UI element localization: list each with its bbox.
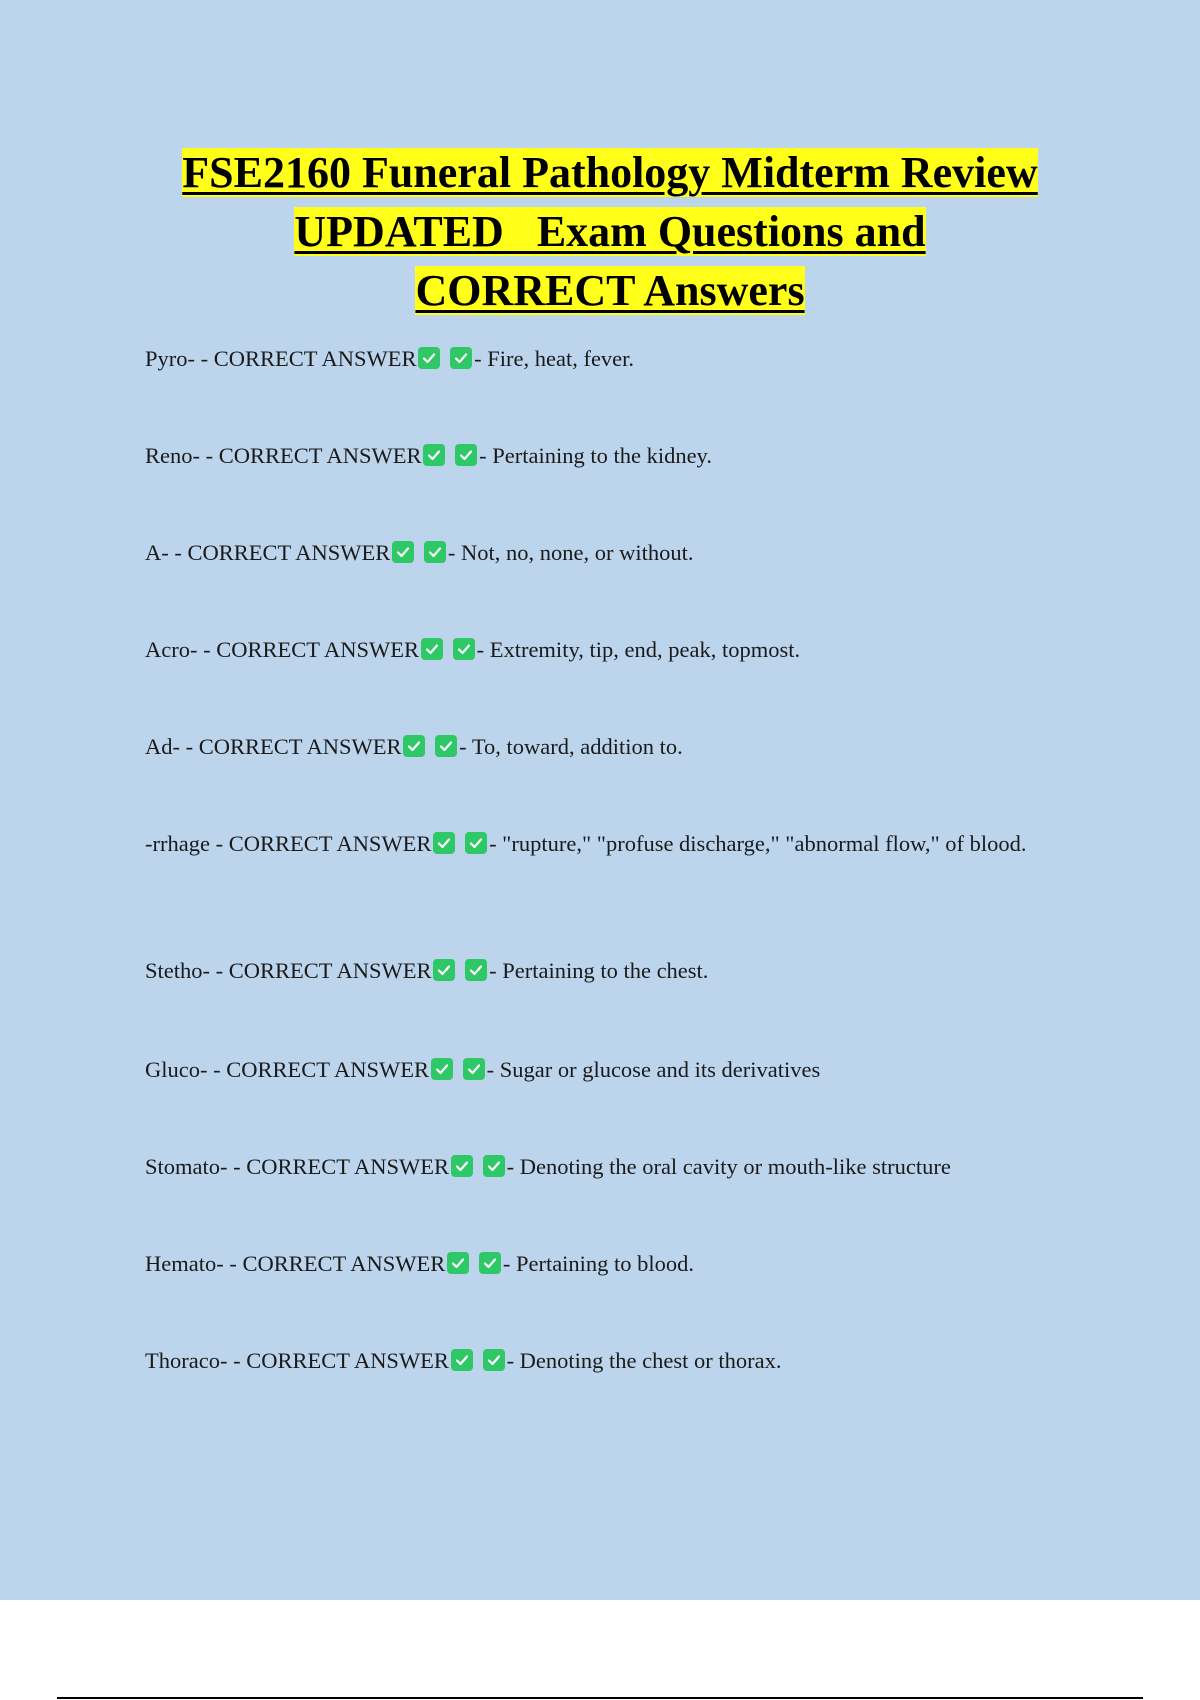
qa-item — [145, 343, 1050, 375]
correct-answer-label: - CORRECT ANSWER — [205, 443, 422, 468]
qa-item — [145, 731, 1050, 763]
qa-item — [145, 955, 1050, 987]
title-line-1 — [130, 143, 1090, 202]
check-mark-button-icon — [418, 347, 440, 369]
qa-answer: - "rupture," "profuse discharge," "abnormal flow," of blood. — [489, 831, 1027, 856]
footer-divider — [57, 1697, 1143, 1699]
qa-term: Acro- — [145, 637, 204, 662]
qa-answer: - Extremity, tip, end, peak, topmost. — [476, 637, 801, 662]
title-line-1-text: FSE2160 Funeral Pathology Midterm Review — [182, 148, 1038, 197]
correct-answer-label: - CORRECT ANSWER — [200, 346, 417, 371]
qa-answer: - Not, no, none, or without. — [447, 540, 694, 565]
check-mark-button-icon — [424, 541, 446, 563]
qa-answer: - Pertaining to the kidney. — [479, 443, 712, 468]
check-mark-button-icon — [403, 735, 425, 757]
check-mark-button-icon — [463, 1058, 485, 1080]
qa-item — [145, 634, 1050, 666]
qa-item — [145, 1345, 1050, 1377]
qa-answer: - Pertaining to blood. — [502, 1251, 695, 1276]
qa-term: Stomato- — [145, 1154, 234, 1179]
qa-item — [145, 537, 1050, 569]
check-mark-button-icon — [433, 832, 455, 854]
qa-item — [145, 1054, 1050, 1086]
check-mark-button-icon — [451, 1155, 473, 1177]
correct-answer-label: - CORRECT ANSWER — [213, 1057, 429, 1082]
check-mark-button-icon — [433, 959, 455, 981]
qa-term: A- — [145, 540, 175, 565]
document-title — [130, 143, 1090, 320]
correct-answer-label: - CORRECT ANSWER — [215, 958, 432, 983]
qa-term: Ad- — [145, 734, 186, 759]
check-mark-button-icon — [453, 638, 475, 660]
check-mark-button-icon — [421, 638, 443, 660]
correct-answer-label: - CORRECT ANSWER — [233, 1154, 449, 1179]
qa-term: -rrhage — [145, 831, 216, 856]
correct-answer-label: - CORRECT ANSWER — [185, 734, 402, 759]
title-line-3-text: CORRECT Answers — [415, 266, 805, 315]
qa-answer: - Fire, heat, fever. — [474, 346, 635, 371]
qa-item — [145, 1151, 1050, 1183]
check-mark-button-icon — [447, 1252, 469, 1274]
correct-answer-label: - CORRECT ANSWER — [233, 1348, 449, 1373]
check-mark-button-icon — [479, 1252, 501, 1274]
check-mark-button-icon — [465, 959, 487, 981]
qa-term: Hemato- — [145, 1251, 230, 1276]
check-mark-button-icon — [483, 1349, 505, 1371]
title-line-2 — [130, 202, 1090, 261]
qa-item — [145, 828, 1050, 860]
check-mark-button-icon — [392, 541, 414, 563]
qa-answer: - To, toward, addition to. — [459, 734, 683, 759]
check-mark-button-icon — [423, 444, 445, 466]
qa-answer: - Sugar or glucose and its derivatives — [486, 1057, 821, 1082]
check-mark-button-icon — [455, 444, 477, 466]
title-line-2-text: UPDATED Exam Questions and — [294, 207, 926, 256]
qa-term: Thoraco- — [145, 1348, 234, 1373]
check-mark-button-icon — [451, 1349, 473, 1371]
check-mark-button-icon — [465, 832, 487, 854]
qa-term: Reno- — [145, 443, 206, 468]
qa-item — [145, 440, 1050, 472]
check-mark-button-icon — [431, 1058, 453, 1080]
qa-item — [145, 1248, 1050, 1280]
qa-term: Pyro- — [145, 346, 201, 371]
check-mark-button-icon — [483, 1155, 505, 1177]
qa-term: Stetho- — [145, 958, 216, 983]
correct-answer-label: - CORRECT ANSWER — [203, 637, 419, 662]
correct-answer-label: - CORRECT ANSWER — [229, 1251, 446, 1276]
check-mark-button-icon — [435, 735, 457, 757]
qa-answer: - Pertaining to the chest. — [489, 958, 709, 983]
qa-answer: - Denoting the oral cavity or mouth-like structure — [506, 1154, 951, 1179]
qa-term: Gluco- — [145, 1057, 214, 1082]
check-mark-button-icon — [450, 347, 472, 369]
title-line-3 — [130, 261, 1090, 320]
correct-answer-label: - CORRECT ANSWER — [215, 831, 432, 856]
correct-answer-label: - CORRECT ANSWER — [174, 540, 391, 565]
qa-answer: - Denoting the chest or thorax. — [506, 1348, 782, 1373]
